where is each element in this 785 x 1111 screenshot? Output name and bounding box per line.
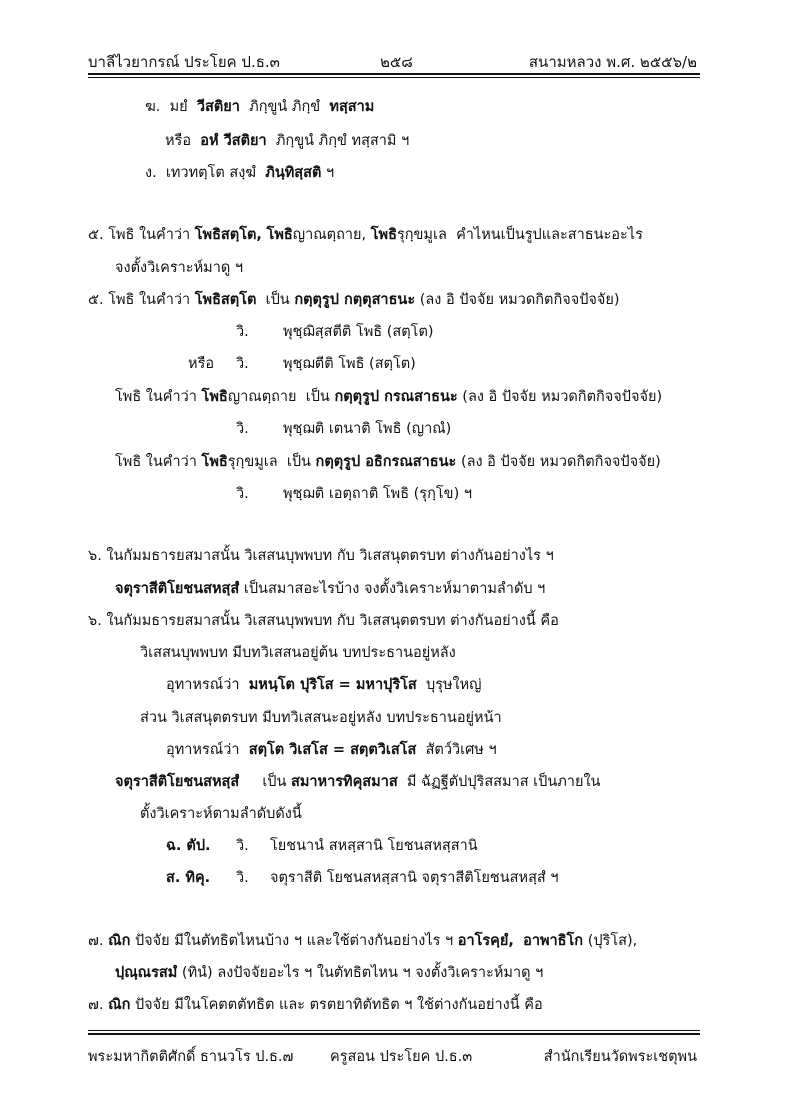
header-right: สนามหลวง พ.ศ. ๒๕๕๖/๒ <box>528 53 697 71</box>
answer-6-row-1-vi: วิ. <box>236 838 249 854</box>
answer-5-vi-2-label: วิ. <box>236 356 249 372</box>
question-5-line-2: จงตั้งวิเคราะห์มาดู ฯ <box>115 260 244 276</box>
answer-6-line-4: จตุราสีติโยชนสหสฺสํ เป็น สมาหารทิคุสมาส มี ฉัฏฐีตัปปุริสสมาส เป็นภายใน <box>115 774 601 790</box>
footer-left: พระมหากิตติศักดิ์ ธานวโร ป.ธ.๗ <box>88 1049 294 1065</box>
header-page-number: ๒๕๘ <box>380 53 413 71</box>
footer-center: ครูสอน ประโยค ป.ธ.๓ <box>330 1049 473 1065</box>
answer-6-row-2-label: ส. ทิคุ. <box>166 870 211 886</box>
answer-5-vi-1: พุชฺฌิสฺสตีติ โพธิ (สตฺโต) <box>283 324 434 340</box>
answer-6-row-2-vi: วิ. <box>236 870 249 886</box>
answer-ngo: ง. เทวทตฺโต สงฺฆํ ภินฺทิสฺสติ ฯ <box>145 165 335 181</box>
answer-6-line-2: วิเสสนบุพพบท มีบทวิเสสนอยู่ต้น บทประธานอยู่หลัง <box>140 645 456 661</box>
header-rule-thin <box>88 77 700 78</box>
answer-6-row-2-text: จตุราสีติ โยชนสหสฺสานิ จตุราสีติโยชนสหสฺสํ ฯ <box>270 870 559 886</box>
answer-5-line-3: โพธิ ในคำว่า โพธิรุกฺขมูเล เป็น กตฺตุรูป อธิกรณสาธนะ (ลง อิ ปัจจัย หมวดกิตกิจจปัจจัย) <box>115 454 661 470</box>
header-rule-thick <box>88 73 700 75</box>
answer-6-line-3: ส่วน วิเสสนุตตรบท มีบทวิเสสนะอยู่หลัง บทประธานอยู่หน้า <box>140 710 502 726</box>
answer-5-vi-3-label: วิ. <box>236 421 249 437</box>
answer-6-line-5: ตั้งวิเคราะห์ตามลำดับดังนี้ <box>140 806 302 822</box>
header-left: บาลีไวยากรณ์ ประโยค ป.ธ.๓ <box>88 53 280 71</box>
answer-kho: ฆ. มยํ วีสติยา ภิกฺขูนํ ภิกฺขํ ทสฺสาม <box>145 99 375 115</box>
answer-5-vi-4: พุชฺฌติ เอตฺถาติ โพธิ (รุกฺโข) ฯ <box>283 486 472 502</box>
answer-5-line-1: ๕. โพธิ ในคำว่า โพธิสตฺโต เป็น กตฺตุรูป กตฺตุสาธนะ (ลง อิ ปัจจัย หมวดกิตกิจจปัจจัย) <box>88 292 620 308</box>
question-6-line-2: จตุราสีติโยชนสหสฺสํ เป็นสมาสอะไรบ้าง จงตั้งวิเคราะห์มาตามลำดับ ฯ <box>115 581 546 597</box>
footer-rule-thin <box>88 1030 700 1031</box>
answer-5-vi-2: พุชฺฌตีติ โพธิ (สตฺโต) <box>283 356 416 372</box>
answer-6-row-1-text: โยชนานํ สหสฺสานิ โยชนสหสฺสานิ <box>270 838 478 854</box>
question-7-line-2: ปฺณฺณรสมํ (ทินํ) ลงปัจจัยอะไร ฯ ในตัทธิตไหน ฯ จงตั้งวิเคราะห์มาดู ฯ <box>115 965 544 981</box>
answer-6-example-2: อุทาหรณ์ว่า สตฺโต วิเสโส = สตฺตวิเสโส สัตว์วิเศษ ฯ <box>166 742 497 758</box>
answer-5-vi-1-label: วิ. <box>236 324 249 340</box>
question-6-line-1: ๖. ในกัมมธารยสมาสนั้น วิเสสนบุพพบท กับ วิเสสนุตตรบท ต่างกันอย่างไร ฯ <box>88 548 554 564</box>
answer-6-line-1: ๖. ในกัมมธารยสมาสนั้น วิเสสนบุพพบท กับ วิเสสนุตตรบท ต่างกันอย่างนี้ คือ <box>88 613 559 629</box>
answer-5-line-2: โพธิ ในคำว่า โพธิญาณตฺถาย เป็น กตฺตุรูป กรณสาธนะ (ลง อิ ปัจจัย หมวดกิตกิจจปัจจัย) <box>115 389 663 405</box>
footer-rule-thick <box>88 1033 700 1035</box>
answer-6-row-1-label: ฉ. ตัป. <box>166 838 211 854</box>
answer-5-vi-3: พุชฺฌติ เตนาติ โพธิ (ญาณํ) <box>283 421 452 437</box>
answer-kho-alternative: หรือ อหํ วีสติยา ภิกฺขูนํ ภิกฺขํ ทสฺสามิ ฯ <box>165 133 410 149</box>
answer-7-line-1: ๗. ณิก ปัจจัย มีในโคตตตัทธิต และ ตรตยาทิตัทธิต ฯ ใช้ต่างกันอย่างนี้ คือ <box>88 997 543 1013</box>
question-7-line-1: ๗. ณิก ปัจจัย มีในตัทธิตไหนบ้าง ฯ และใช้ต่างกันอย่างไร ฯ อาโรคฺยํ, อาพาธิโก (ปุริโส), <box>88 933 638 949</box>
footer-right: สำนักเรียนวัดพระเชตุพน <box>543 1049 697 1065</box>
answer-5-vi-4-label: วิ. <box>236 486 249 502</box>
question-5-line-1: ๕. โพธิ ในคำว่า โพธิสตฺโต, โพธิญาณตฺถาย, โพธิรุกฺขมูเล คำไหนเป็นรูปและสาธนะอะไร <box>88 227 643 243</box>
answer-6-example-1: อุทาหรณ์ว่า มหนฺโต ปุริโส = มหาปุริโส บุรุษใหญ่ <box>166 677 482 693</box>
answer-5-vi-2-or: หรือ <box>188 356 215 372</box>
